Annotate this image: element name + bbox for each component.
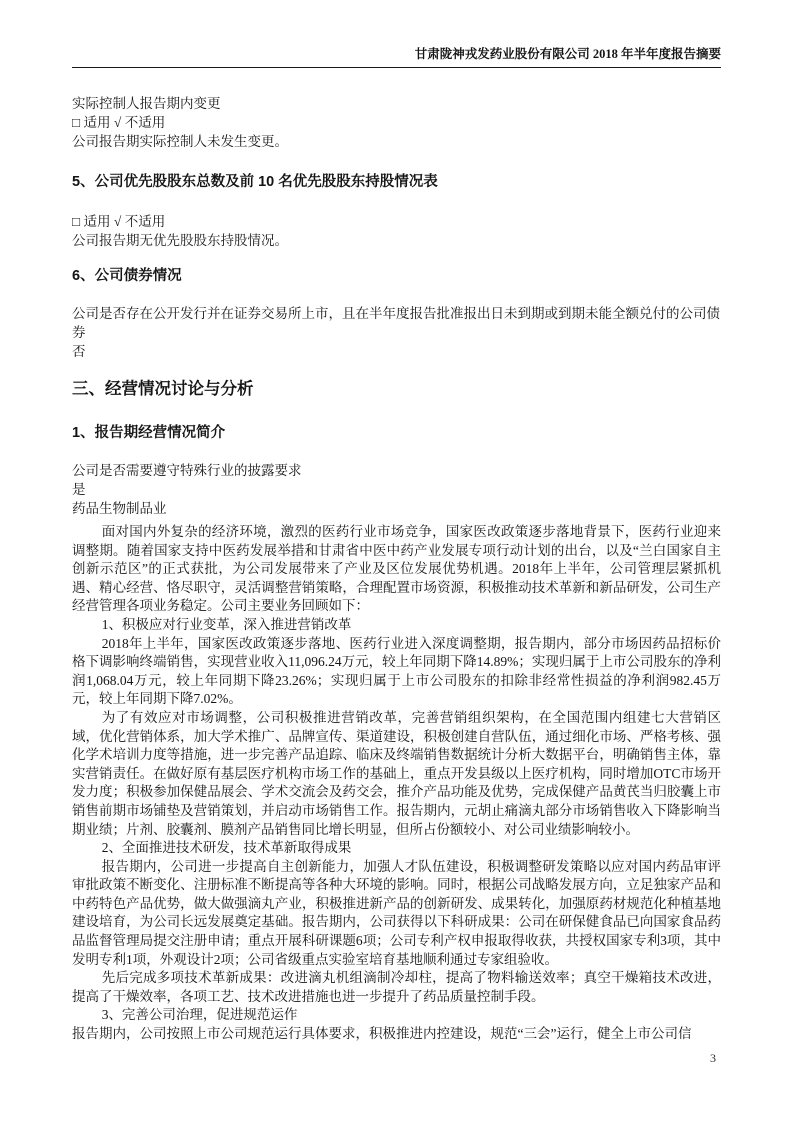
disclosure-question: 公司是否需要遵守特殊行业的披露要求 (72, 463, 302, 478)
review-paragraph: 先后完成多项技术革新成果：改进滴丸机组滴制冷却柱，提高了物料输送效率；真空干燥箱技术改进，提高了干燥效率，各项工艺、技术改进措施也进一步提升了药品质量控制手段。 (72, 970, 721, 1004)
review-paragraph: 面对国内外复杂的经济环境，激烈的医药行业市场竞争，国家医改政策逐步落地背景下，医药行业迎来调整期。随着国家支持中医药发展举措和甘肃省中医中药产业发展专项行动计划的出台，以及“兰白国家自主创新示范区”的正式获批，为公司发展带来了产业及区位发展优势机遇。2018年上半年，公司管理层紧抓机遇、精心经营、恪尽职守，灵活调整营销策略，合理配置市场资源，积极推动技术革新和新品研发，公司生产经营管理各项业务稳定。公司主要业务回顾如下： (72, 524, 721, 614)
controller-change-label: 实际控制人报告期内变更 (72, 96, 221, 111)
review-paragraph: 2018年上半年，国家医改政策逐步落地、医药行业进入深度调整期，报告期内，部分市场因药品招标价格下调影响终端销售，实现营业收入11,096.24万元，较上年同期下降14.89%；实现归属于上市公司股东的净利润1,068.04万元，较上年同期下降23.26%；实现归属于上市公司股东的扣除非经常性损益的净利润982.45万元，较上年同期下降7.02%。 (72, 635, 721, 707)
review-subheading-1: 1、积极应对行业变革，深入推进营销改革 (101, 616, 352, 632)
subsection1-heading: 1、报告期经营情况简介 (72, 425, 226, 441)
review-paragraph: 报告期内，公司进一步提高自主创新能力，加强人才队伍建设，积极调整研发策略以应对国内药品审评审批政策不断变化、注册标准不断提高等各种大环境的影响。同时，根据公司战略发展方向，立足独家产品和中药特色产品优势，做大做强滴丸产业，积极推进新产品的创新研发、成果转化，加强原药材规范化种植基地建设培育，为公司长远发展奠定基础。报告期内，公司获得以下科研成果：公司在研保健食品已向国家食品药品监督管理局提交注册申请；重点开展科研课题6项；公司专利产权申报取得收获，共授权国家专利3项，其中发明专利1项，外观设计2项；公司省级重点实验室培育基地顺利通过专家组验收。 (72, 858, 721, 967)
industry-name: 药品生物制品业 (72, 501, 167, 516)
page-number: 3 (710, 1051, 716, 1065)
review-subheading-2: 2、全面推进技术研发，技术革新取得成果 (101, 840, 352, 856)
document-body (72, 94, 721, 1044)
section6-heading: 6、公司债券情况 (72, 268, 182, 284)
section-three-heading: 三、经营情况讨论与分析 (72, 380, 254, 398)
controller-change-statement: 公司报告期实际控制人未发生变更。 (72, 134, 288, 149)
header-title: 甘肃陇神戎发药业股份有限公司 2018 年半年度报告摘要 (414, 47, 721, 61)
section5-heading: 5、公司优先股股东总数及前 10 名优先股股东持股情况表 (72, 174, 438, 190)
bonds-question: 公司是否存在公开发行并在证券交易所上市，且在半年度报告批准报出日未到期或到期未能全额兑付的公司债券 (72, 306, 720, 340)
preferred-shares-applicability: □ 适用 √ 不适用 (72, 214, 166, 229)
disclosure-answer: 是 (72, 482, 86, 497)
review-subheading-3: 3、完善公司治理，促进规范运作 (101, 1007, 298, 1023)
business-review (72, 523, 721, 1044)
controller-change-applicability: □ 适用 √ 不适用 (72, 115, 166, 130)
review-paragraph-continued: 报告期内，公司按照上市公司规范运行具体要求，积极推进内控建设，规范“三会”运行，健全上市公司信 (72, 1026, 692, 1042)
preferred-shares-statement: 公司报告期无优先股股东持股情况。 (72, 233, 288, 248)
review-paragraph: 为了有效应对市场调整，公司积极推进营销改革，完善营销组织架构，在全国范围内组建七大营销区域，优化营销体系，加大学术推广、品牌宣传、渠道建设，积极创建自营队伍，通过细化市场、严格考核、强化学术培训力度等措施，进一步完善产品追踪、临床及终端销售数据统计分析大数据平台，明确销售主体，靠实营销责任。在做好原有基层医疗机构市场工作的基础上，重点开发县级以上医疗机构，同时增加OTC市场开发力度；积极参加保健品展会、学术交流会及药交会，推介产品功能及优势，完成保健产品黄芪当归胶囊上市销售前期市场铺垫及营销策划，并启动市场销售工作。报告期内，元胡止痛滴丸部分市场销售收入下降影响当期业绩；片剂、胶囊剂、膜剂产品销售同比增长明显，但所占份额较小、对公司业绩影响较小。 (72, 709, 721, 837)
document-header (72, 0, 721, 68)
bonds-answer: 否 (72, 344, 86, 359)
